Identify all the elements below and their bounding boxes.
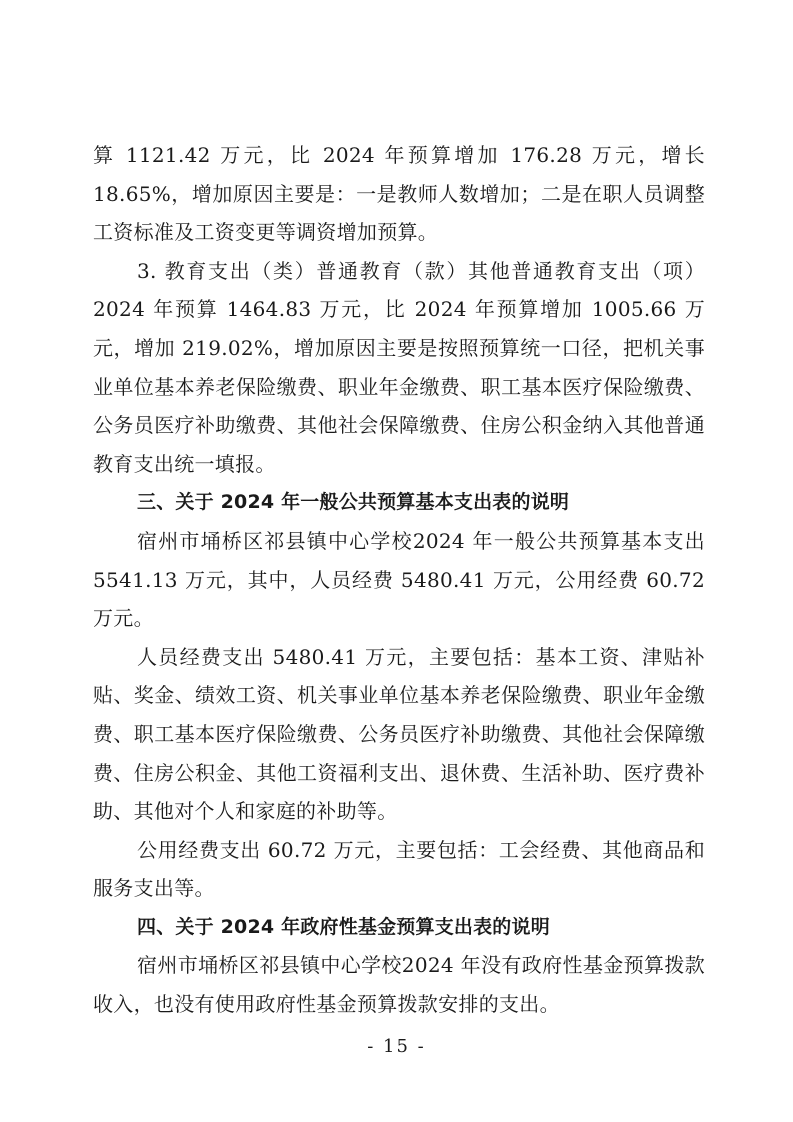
paragraph-6: 宿州市埇桥区祁县镇中心学校2024 年没有政府性基金预算拨款收入，也没有使用政府性基金预算拨款安排的支出。	[93, 953, 705, 1017]
paragraph-1: 算 1121.42 万元，比 2024 年预算增加 176.28 万元，增长 18.65%，增加原因主要是：一是教师人数增加；二是在职人员调整工资标准及工资变更等调资增加预算。	[93, 143, 705, 245]
paragraph-2: 3. 教育支出（类）普通教育（款）其他普通教育支出（项）2024 年预算 1464.83 万元，比 2024 年预算增加 1005.66 万元，增加 219.02%，增加原因主要是按照预算统一口径，把机关事业单位基本养老保险缴费、职业年金缴费、职工基本医疗保险缴费、公务员医疗补助缴费、其他社会保障缴费、住房公积金纳入其他普通教育支出统一填报。	[93, 258, 705, 476]
document-body	[93, 136, 705, 1024]
paragraph-5: 公用经费支出 60.72 万元，主要包括：工会经费、其他商品和服务支出等。	[93, 837, 705, 901]
section-heading-3: 三、关于 2024 年一般公共预算基本支出表的说明	[137, 491, 570, 514]
page-number: - 15 -	[367, 1036, 426, 1057]
section-heading-4: 四、关于 2024 年政府性基金预算支出表的说明	[137, 915, 550, 938]
paragraph-3: 宿州市埇桥区祁县镇中心学校2024 年一般公共预算基本支出 5541.13 万元，其中，人员经费 5480.41 万元，公用经费 60.72 万元。	[93, 528, 705, 631]
paragraph-4: 人员经费支出 5480.41 万元，主要包括：基本工资、津贴补贴、奖金、绩效工资、机关事业单位基本养老保险缴费、职业年金缴费、职工基本医疗保险缴费、公务员医疗补助缴费、其他社会保障缴费、住房公积金、其他工资福利支出、退休费、生活补助、医疗费补助、其他对个人和家庭的补助等。	[93, 644, 705, 824]
